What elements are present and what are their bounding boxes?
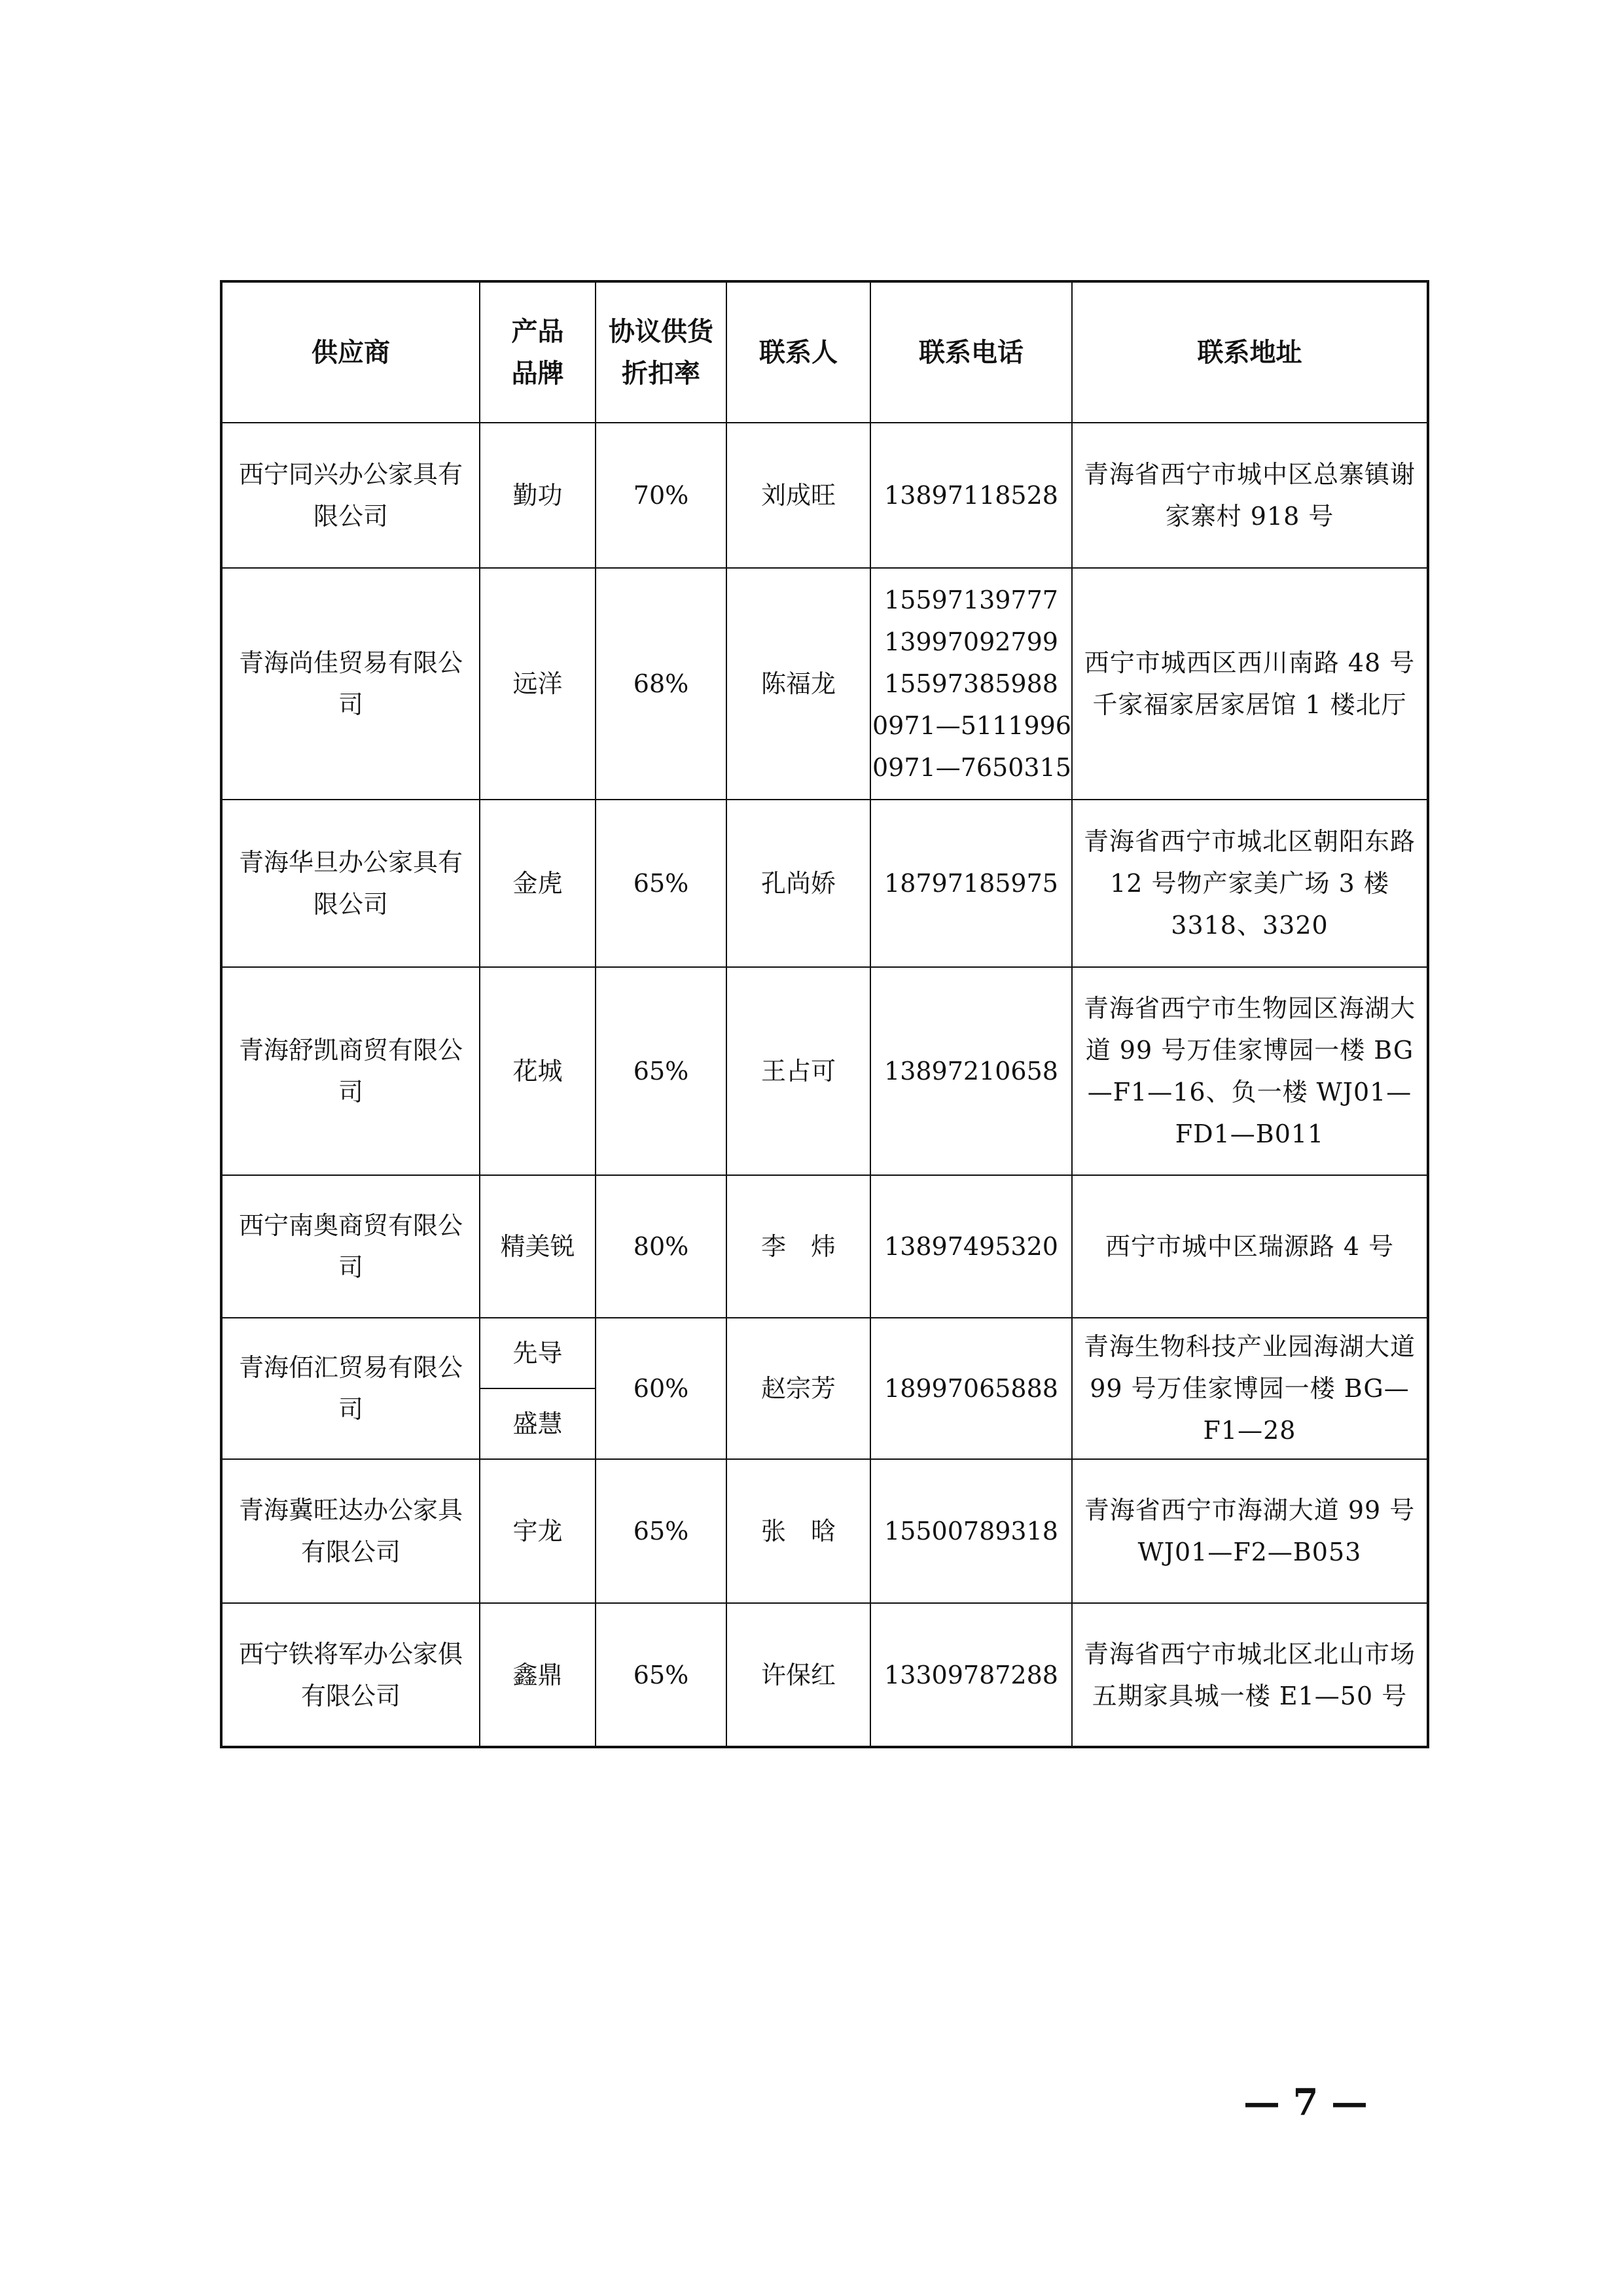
address-cell: 青海省西宁市城北区北山市场五期家具城一楼 E1—50 号 xyxy=(1072,1603,1428,1747)
supplier-cell: 青海华旦办公家具有限公司 xyxy=(221,800,480,967)
contact-cell: 陈福龙 xyxy=(726,568,870,800)
supplier-cell: 西宁同兴办公家具有限公司 xyxy=(221,423,480,568)
table-row xyxy=(221,568,1428,800)
table-header-row xyxy=(221,281,1428,423)
phone-number: 18797185975 xyxy=(884,869,1058,898)
discount-cell: 65% xyxy=(596,1603,726,1747)
supplier-cell: 青海舒凯商贸有限公司 xyxy=(221,967,480,1175)
brand-cell: 勤功 xyxy=(480,423,596,568)
brand-cell: 精美锐 xyxy=(480,1175,596,1318)
brand-cell: 花城 xyxy=(480,967,596,1175)
phone-number: 15500789318 xyxy=(884,1517,1058,1545)
address-cell: 青海生物科技产业园海湖大道 99 号万佳家博园一楼 BG—F1—28 xyxy=(1072,1318,1428,1459)
phone-cell xyxy=(870,1459,1072,1603)
table-row xyxy=(221,423,1428,568)
phone-number: 13897210658 xyxy=(884,1057,1058,1086)
header-phone: 联系电话 xyxy=(870,281,1072,423)
discount-cell: 70% xyxy=(596,423,726,568)
address-cell: 西宁市城中区瑞源路 4 号 xyxy=(1072,1175,1428,1318)
supplier-cell: 青海佰汇贸易有限公司 xyxy=(221,1318,480,1459)
contact-cell: 赵宗芳 xyxy=(726,1318,870,1459)
brand-cell: 远洋 xyxy=(480,568,596,800)
table-row xyxy=(221,800,1428,967)
discount-cell: 80% xyxy=(596,1175,726,1318)
header-brand-line1: 产品 xyxy=(511,316,564,347)
supplier-cell: 西宁南奥商贸有限公司 xyxy=(221,1175,480,1318)
header-discount-line2: 折扣率 xyxy=(622,358,700,389)
phone-cell xyxy=(870,568,1072,800)
brand-cell: 宇龙 xyxy=(480,1459,596,1603)
phone-number: 15597139777 xyxy=(884,586,1058,614)
phone-cell xyxy=(870,1175,1072,1318)
address-cell: 青海省西宁市城中区总寨镇谢家寨村 918 号 xyxy=(1072,423,1428,568)
header-contact: 联系人 xyxy=(726,281,870,423)
header-discount-line1: 协议供货 xyxy=(609,316,713,347)
table-row xyxy=(221,967,1428,1175)
discount-cell: 65% xyxy=(596,800,726,967)
discount-cell: 65% xyxy=(596,1459,726,1603)
phone-number: 13897118528 xyxy=(884,481,1058,510)
header-brand-line2: 品牌 xyxy=(511,358,564,389)
brand-cell: 盛慧 xyxy=(480,1388,596,1459)
supplier-cell: 西宁铁将军办公家俱有限公司 xyxy=(221,1603,480,1747)
phone-cell xyxy=(870,800,1072,967)
brand-cell: 金虎 xyxy=(480,800,596,967)
address-cell: 青海省西宁市生物园区海湖大道 99 号万佳家博园一楼 BG—F1—16、负一楼 WJ01—FD1—B011 xyxy=(1072,967,1428,1175)
phone-number: 15597385988 xyxy=(884,669,1058,698)
table-row xyxy=(221,1459,1428,1603)
contact-cell: 刘成旺 xyxy=(726,423,870,568)
table-row xyxy=(221,1175,1428,1318)
discount-cell: 68% xyxy=(596,568,726,800)
phone-number: 13309787288 xyxy=(884,1660,1058,1689)
phone-number: 13997092799 xyxy=(884,627,1058,656)
table-row xyxy=(221,1603,1428,1747)
contact-cell: 李 炜 xyxy=(726,1175,870,1318)
supplier-cell: 青海尚佳贸易有限公司 xyxy=(221,568,480,800)
phone-number: 0971—5111996 xyxy=(872,711,1071,740)
phone-number: 13897495320 xyxy=(884,1232,1058,1261)
phone-cell xyxy=(870,423,1072,568)
phone-number: 18997065888 xyxy=(884,1374,1058,1403)
table-row xyxy=(221,1318,1428,1388)
phone-cell xyxy=(870,1603,1072,1747)
header-address: 联系地址 xyxy=(1072,281,1428,423)
header-discount xyxy=(596,281,726,423)
phone-number: 0971—7650315 xyxy=(872,753,1071,782)
supplier-cell: 青海冀旺达办公家具有限公司 xyxy=(221,1459,480,1603)
address-cell: 西宁市城西区西川南路 48 号千家福家居家居馆 1 楼北厅 xyxy=(1072,568,1428,800)
phone-cell xyxy=(870,1318,1072,1459)
contact-cell: 孔尚娇 xyxy=(726,800,870,967)
header-supplier: 供应商 xyxy=(221,281,480,423)
supplier-table xyxy=(220,280,1429,1748)
brand-cell: 先导 xyxy=(480,1318,596,1388)
discount-cell: 65% xyxy=(596,967,726,1175)
header-brand xyxy=(480,281,596,423)
phone-cell xyxy=(870,967,1072,1175)
contact-cell: 王占可 xyxy=(726,967,870,1175)
discount-cell: 60% xyxy=(596,1318,726,1459)
brand-cell: 鑫鼎 xyxy=(480,1603,596,1747)
contact-cell: 许保红 xyxy=(726,1603,870,1747)
contact-cell: 张 晗 xyxy=(726,1459,870,1603)
address-cell: 青海省西宁市城北区朝阳东路 12 号物产家美广场 3 楼 3318、3320 xyxy=(1072,800,1428,967)
address-cell: 青海省西宁市海湖大道 99 号 WJ01—F2—B053 xyxy=(1072,1459,1428,1603)
page-number: — 7 — xyxy=(1243,2081,1368,2124)
